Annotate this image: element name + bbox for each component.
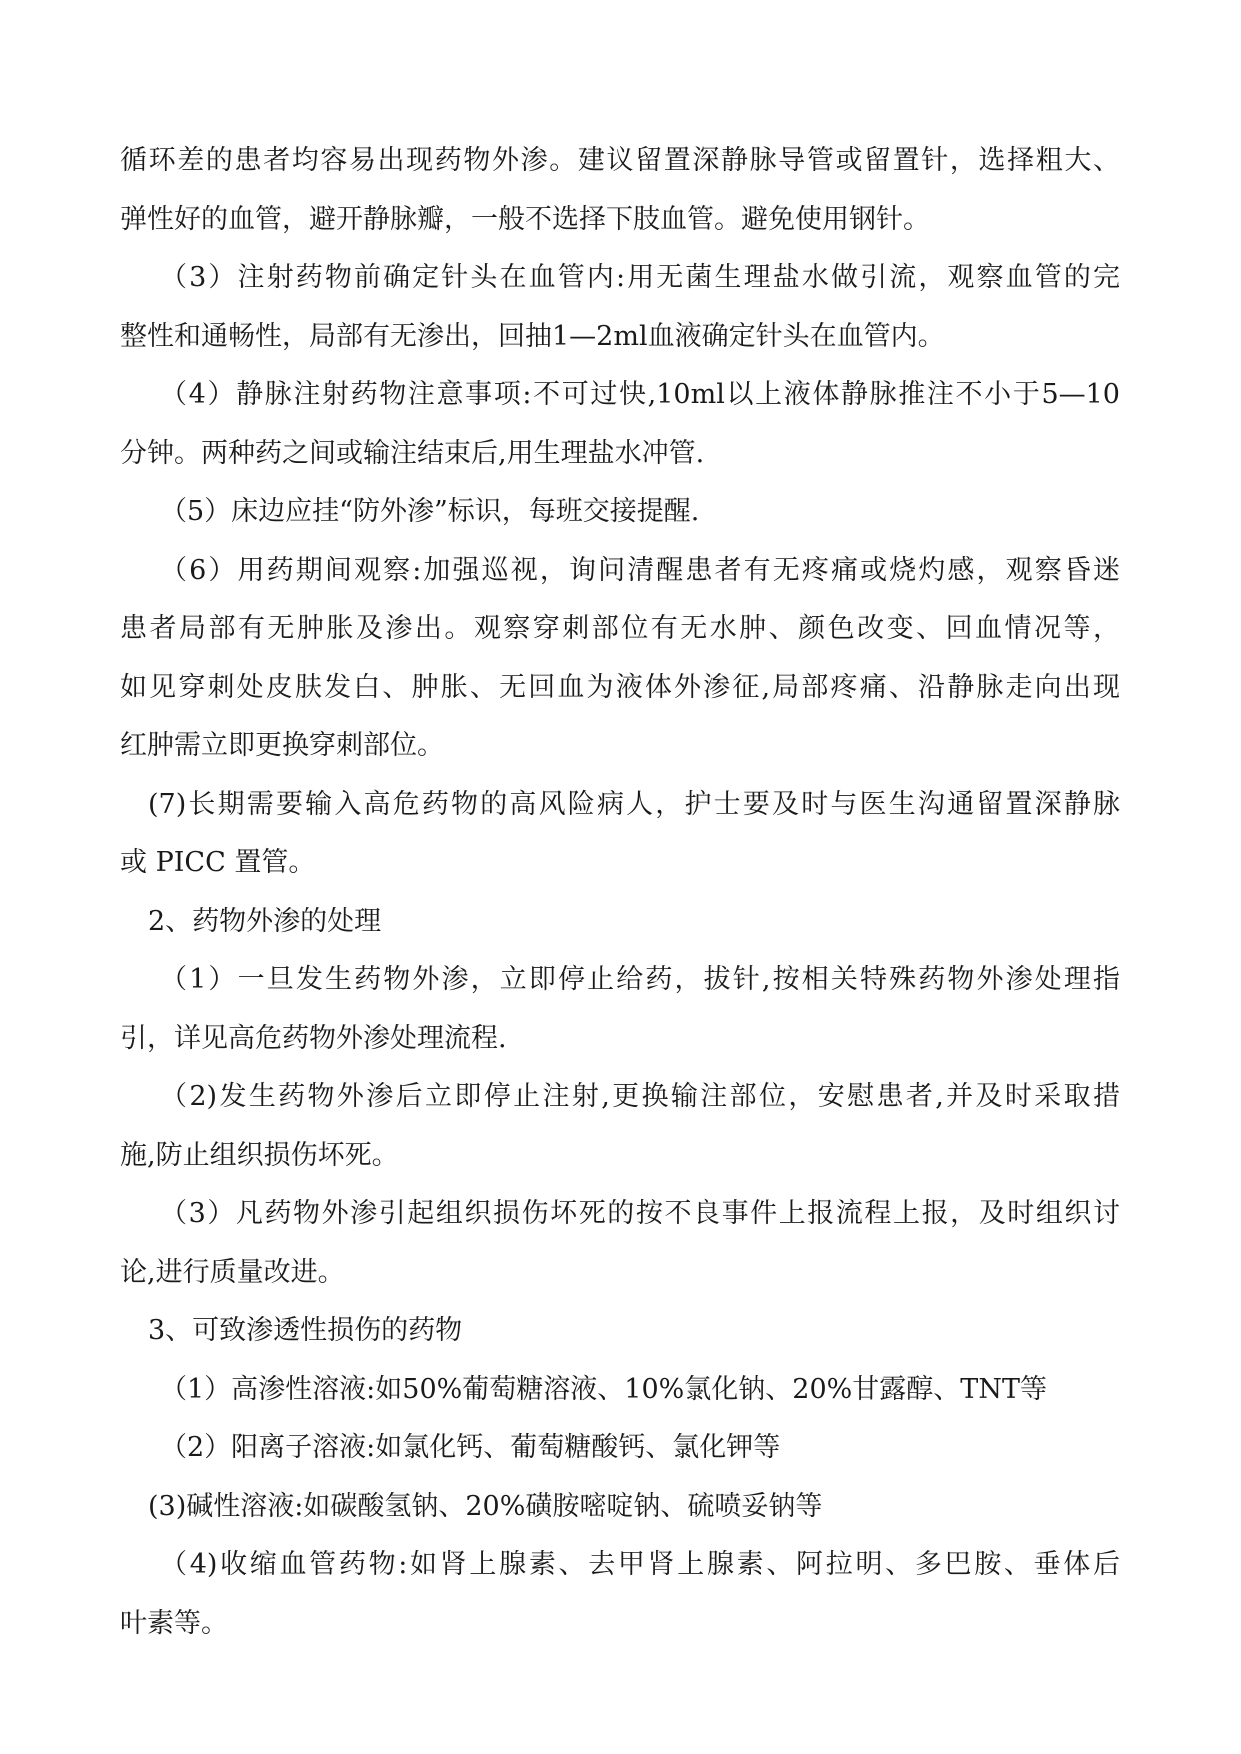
text-line-3: （3）注射药物前确定针头在血管内:用无菌生理盐水做引流，观察血管的完 <box>160 262 1120 293</box>
text-line-5: （4）静脉注射药物注意事项:不可过快,10ml以上液体静脉推注不小于5—10 <box>160 379 1120 410</box>
section-heading-2: 2、药物外渗的处理 <box>148 905 382 937</box>
text-line-13: 或 PICC 置管。 <box>120 847 316 878</box>
text-line-1: 循环差的患者均容易出现药物外渗。建议留置深静脉导管或留置针，选择粗大、 <box>120 145 1120 176</box>
text-line-16: 引，详见高危药物外渗处理流程. <box>120 1022 507 1054</box>
text-line-2: 弹性好的血管，避开静脉瓣，一般不选择下肢血管。避免使用钢针。 <box>120 203 930 235</box>
text-line-8: （6）用药期间观察:加强巡视，询问清醒患者有无疼痛或烧灼感，观察昏迷 <box>160 554 1120 586</box>
text-line-23: （2）阳离子溶液:如氯化钙、葡萄糖酸钙、氯化钾等 <box>160 1432 781 1463</box>
text-line-12: (7)长期需要输入高危药物的高风险病人，护士要及时与医生沟通留置深静脉 <box>148 788 1120 820</box>
text-line-10: 如见穿刺处皮肤发白、肿胀、无回血为液体外渗征,局部疼痛、沿静脉走向出现 <box>120 671 1120 703</box>
document-page <box>120 132 1120 1653</box>
text-line-24: (3)碱性溶液:如碳酸氢钠、20%磺胺嘧啶钠、硫喷妥钠等 <box>148 1490 823 1522</box>
text-line-11: 红肿需立即更换穿刺部位。 <box>120 730 444 761</box>
text-line-22: （1）高渗性溶液:如50%葡萄糖溶液、10%氯化钠、20%甘露醇、TNT等 <box>160 1373 1047 1405</box>
text-line-20: 论,进行质量改进。 <box>120 1256 345 1288</box>
text-line-9: 患者局部有无肿胀及渗出。观察穿刺部位有无水肿、颜色改变、回血情况等， <box>120 613 1120 644</box>
section-heading-3: 3、可致渗透性损伤的药物 <box>148 1315 463 1346</box>
text-line-4: 整性和通畅性，局部有无渗出，回抽1—2ml血液确定针头在血管内。 <box>120 320 945 352</box>
text-line-18: 施,防止组织损伤坏死。 <box>120 1139 399 1171</box>
text-line-25: （4)收缩血管药物:如肾上腺素、去甲肾上腺素、阿拉明、多巴胺、垂体后 <box>160 1549 1120 1580</box>
text-line-19: （3）凡药物外渗引起组织损伤坏死的按不良事件上报流程上报，及时组织讨 <box>160 1198 1120 1229</box>
text-line-6: 分钟。两种药之间或输注结束后,用生理盐水冲管. <box>120 437 705 469</box>
text-line-15: （1）一旦发生药物外渗，立即停止给药，拔针,按相关特殊药物外渗处理指 <box>160 964 1120 995</box>
text-line-17: （2)发生药物外渗后立即停止注射,更换输注部位，安慰患者,并及时采取措 <box>160 1081 1120 1112</box>
text-line-26: 叶素等。 <box>120 1607 228 1639</box>
text-line-7: （5）床边应挂“防外渗”标识，每班交接提醒. <box>160 496 700 527</box>
